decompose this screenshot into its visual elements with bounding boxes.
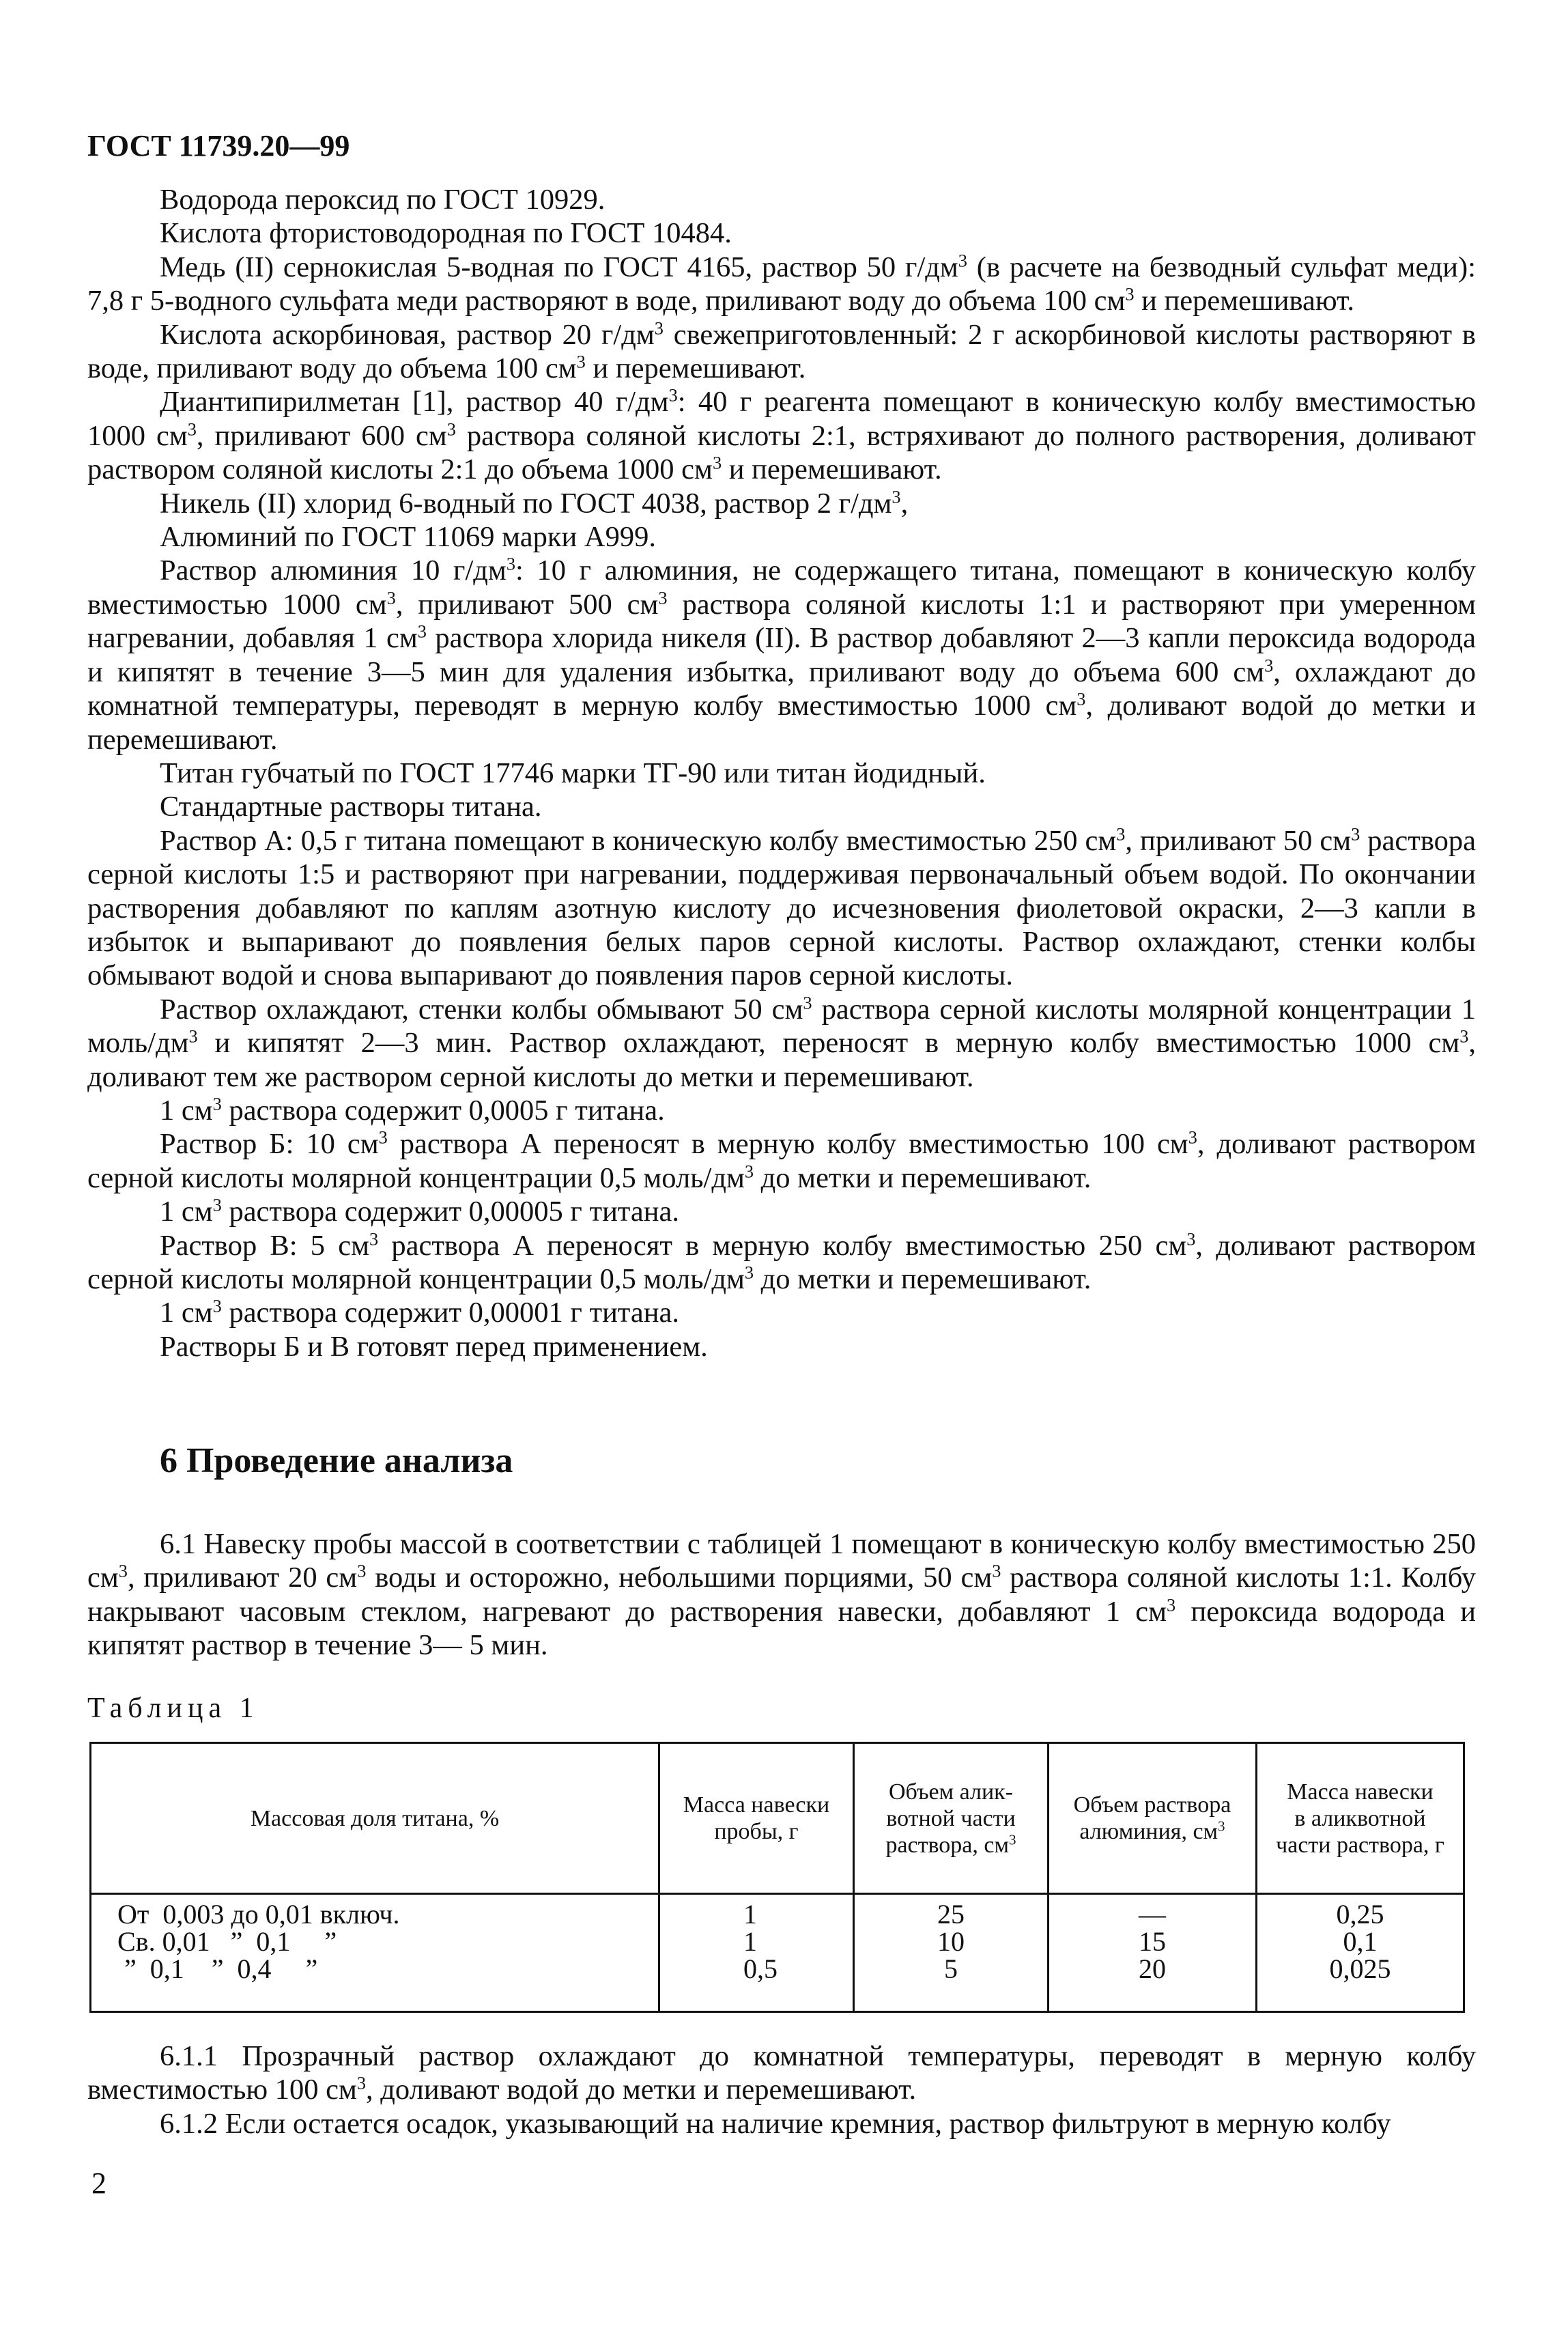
reagent-titanium: Титан губчатый по ГОСТ 17746 марки ТГ-90 или титан йодидный. [160,757,986,789]
document-header: ГОСТ 11739.20—99 [87,129,350,163]
reagents-section [87,183,1476,1364]
table-cell: 1 [743,1926,757,1957]
table-cell: Св. 0,01 ” 0,1 ” [117,1926,337,1957]
column-titanium-fraction [117,1901,399,1983]
table-cell: От 0,003 до 0,01 включ. [117,1899,400,1930]
column-sample-mass [743,1901,778,1983]
solution-v: Раствор В: 5 $см^3$ раствора А переносят в мерную колбу вместимостью 250 $см^3$, доливают раствором серной кислоты молярной концентрации 0,5 моль/$дм^3$ до метки и перемешивают. [87,1229,1476,1295]
table-1 [89,1742,1465,2013]
table-cell: 1 [743,1899,757,1930]
table-cell: 0,25 [1336,1899,1384,1930]
table-cell: — [1139,1899,1166,1930]
solution-b: Раствор Б: 10 $см^3$ раствора А переносят в мерную колбу вместимостью 100 $см^3$, доливают раствором серной кислоты молярной концентрации 0,5 моль/$дм^3$ до метки и перемешивают. [87,1127,1476,1194]
solution-v-concentration: 1 $см^3$ раствора содержит 0,00001 г титана. [160,1296,679,1329]
reagent-nickel: Никель (II) хлорид 6-водный по ГОСТ 4038, раствор 2 $г/дм^3$, [160,487,909,520]
table-cell: 15 [1139,1926,1166,1957]
paragraph-6-1-1: 6.1.1 Прозрачный раствор охлаждают до комнатной температуры, переводят в мерную колбу вместимостью 100 $см^3$, доливают водой до метки и перемешивают. [87,2040,1476,2106]
solution-a-part2: Раствор охлаждают, стенки колбы обмывают 50 $см^3$ раствора серной кислоты молярной концентрации 1 моль/$дм^3$ и кипятят 2—3 мин. Раствор охлаждают, переносят в мерную колбу вместимостью 1000 $см^3$, доливают тем же раствором серной кислоты до метки и перемешивают. [87,993,1476,1093]
column-aliquot-volume [855,1901,1047,1983]
standard-solutions-title: Стандартные растворы титана. [160,791,542,823]
header-aliquot-mass: Масса навески в аликвотной части раствора, г [1276,1779,1444,1858]
reagent-aluminium-solution: Раствор алюминия 10 $г/дм^3$: 10 г алюминия, не содержащего титана, помещают в коническую колбу вместимостью 1000 $см^3$, приливают 500 $см^3$ раствора соляной кислоты 1:1 и растворяют при умеренном нагревании, добавляя 1 $см^3$ раствора хлорида никеля (II). В раствор добавляют 2—3 капли пероксида водорода и кипятят в течение 3—5 мин для удаления избытка, приливают воду до объема 600 $см^3$, охлаждают до комнатной температуры, переводят в мерную колбу вместимостью 1000 $см^3$, доливают водой до метки и перемешивают. [87,554,1477,756]
column-aluminium-volume [1049,1901,1255,1983]
column-aliquot-mass [1257,1901,1463,1983]
reagent-ascorbic: Кислота аскорбиновая, раствор 20 $г/дм^3$ свежеприготовленный: 2 г аскорбиновой кислоты растворяют в воде, приливают воду до объема 100 $см^3$ и перемешивают. [87,318,1477,385]
table-cell: 20 [1139,1953,1166,1984]
reagent-hf: Кислота фтористоводородная по ГОСТ 10484. [160,217,732,250]
reagent-copper: Медь (II) сернокислая 5-водная по ГОСТ 4165, раствор 50 $г/дм^3$ (в расчете на безводный сульфат меди): 7,8 г 5-водного сульфата меди растворяют в воде, приливают воду до объема 100 $см^3$ и перемешивают. [87,251,1476,317]
table-cell: 25 [937,1899,965,1930]
section-title: 6 Проведение анализа [160,1441,513,1480]
header-sample-mass: Масса навески пробы, г [683,1792,830,1844]
header-aluminium-volume: Объем раствора алюминия, $см^3$ [1073,1792,1231,1844]
header-titanium-fraction: Массовая доля титана, % [250,1805,500,1831]
table-caption: Таблица 1 [87,1693,259,1724]
table-cell: 5 [944,1953,958,1984]
reagent-diantipyrylmethane: Диантипирилметан [1], раствор 40 $г/дм^3$: 40 г реагента помещают в коническую колбу вместимостью 1000 $см^3$, приливают 600 $см^3$ раствора соляной кислоты 2:1, встряхивают до полного растворения, доливают раствором соляной кислоты 2:1 до объема 1000 $см^3$ и перемешивают. [87,385,1476,486]
solution-a-concentration: 1 $см^3$ раствора содержит 0,0005 г титана. [160,1094,665,1127]
solutions-note: Растворы Б и В готовят перед применением. [160,1330,708,1363]
page-number: 2 [91,2166,106,2200]
table-cell: 0,1 [1343,1926,1378,1957]
reagent-peroxide: Водорода пероксид по ГОСТ 10929. [160,184,605,216]
table-cell: 10 [937,1926,965,1957]
paragraph-6-1: 6.1 Навеску пробы массой в соответствии с таблицей 1 помещают в коническую колбу вместимостью 250 $см^3$, приливают 20 $см^3$ воды и осторожно, небольшими порциями, 50 $см^3$ раствора соляной кислоты 1:1. Колбу накрывают часовым стеклом, нагревают до растворения навески, добавляют 1 $см^3$ пероксида водорода и кипятят раствор в течение 3— 5 мин. [87,1528,1476,1662]
table-cell: 0,025 [1329,1953,1391,1984]
table-cell: 0,5 [743,1953,778,1984]
solution-b-concentration: 1 $см^3$ раствора содержит 0,00005 г титана. [160,1195,679,1228]
header-aliquot-volume: Объем алик- вотной части раствора, $см^3$ [885,1779,1016,1858]
solution-a-part1: Раствор А: 0,5 г титана помещают в коническую колбу вместимостью 250 $см^3$, приливают 50 $см^3$ раствора серной кислоты 1:5 и растворяют при нагревании, поддерживая первоначальный объем водой. По окончании растворения добавляют по каплям азотную кислоту до исчезновения фиолетовой окраски, 2—3 капли в избыток и выпаривают до появления белых паров серной кислоты. Раствор охлаждают, стенки колбы обмывают водой и снова выпаривают до появления паров серной кислоты. [87,824,1476,992]
header-divider [91,1893,1463,1895]
table-cell: ” 0,1 ” 0,4 ” [117,1953,318,1984]
reagent-aluminium: Алюминий по ГОСТ 11069 марки А999. [160,521,656,554]
paragraph-6-1-2: 6.1.2 Если остается осадок, указывающий на наличие кремния, раствор фильтруют в мерную колбу [160,2107,1391,2140]
paragraph-6-1-x [87,2039,1476,2141]
